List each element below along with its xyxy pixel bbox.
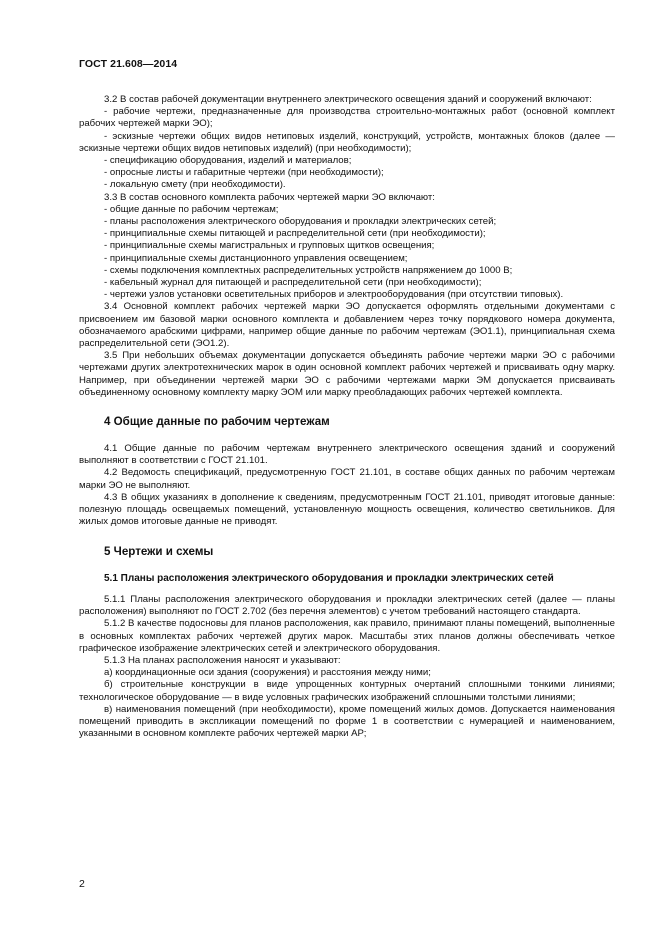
paragraph-4-3: 4.3 В общих указаниях в дополнение к сведениям, предусмотренным ГОСТ 21.101, приводят итоговые данные: полезную площадь освещаемых помещений, установленную мощность освещения, количество светильников. Для жилых домов итоговые данные не приводят. — [79, 491, 615, 528]
list-item: в) наименования помещений (при необходимости), кроме помещений жилых домов. Допускается наименования помещений приводить в экспликации помещений по форме 1 в соответствии с нумерацией и наименованием, указанными в основном комплекте рабочих чертежей марки АР; — [79, 703, 615, 740]
page-number: 2 — [79, 878, 85, 890]
document-header: ГОСТ 21.608—2014 — [79, 58, 178, 70]
list-item: а) координационные оси здания (сооружения) и расстояния между ними; — [104, 667, 431, 679]
list-item: - опросные листы и габаритные чертежи (при необходимости); — [104, 167, 384, 179]
list-item: - планы расположения электрического оборудования и прокладки электрических сетей; — [104, 216, 497, 228]
paragraph-5-1-3: 5.1.3 На планах расположения наносят и указывают: — [104, 655, 341, 667]
paragraph-4-2: 4.2 Ведомость спецификаций, предусмотренную ГОСТ 21.101, в составе общих данных по рабочим чертежам марки ЭО не выполняют. — [79, 467, 615, 491]
list-item: - чертежи узлов установки осветительных приборов и электрооборудования (при отсутствии типовых). — [104, 289, 564, 301]
section-5-heading: 5 Чертежи и схемы — [104, 544, 214, 558]
paragraph-3-4: 3.4 Основной комплект рабочих чертежей марки ЭО допускается оформлять отдельными документами с присвоением им базовой марки основного комплекта и добавлением через точку порядкового номера документа, обозначаемого арабскими цифрами, например общие данные по рабочим чертежам (ЭО1.1), принципиальная схема распределительной сети (ЭО1.2). — [79, 301, 615, 350]
list-item: - спецификацию оборудования, изделий и материалов; — [104, 155, 352, 167]
list-item: - рабочие чертежи, предназначенные для производства строительно-монтажных работ (основной комплект рабочих чертежей марки ЭО); — [79, 106, 615, 130]
list-item: - общие данные по рабочим чертежам; — [104, 203, 279, 215]
list-item: - принципиальные схемы питающей и распределительной сети (при необходимости); — [104, 228, 486, 240]
paragraph-4-1: 4.1 Общие данные по рабочим чертежам внутреннего электрического освещения зданий и сооружений выполняют в соответствии с ГОСТ 21.101. — [79, 443, 615, 467]
subsection-5-1-heading: 5.1 Планы расположения электрического оборудования и прокладки электрических сетей — [104, 572, 554, 584]
document-body — [79, 94, 615, 740]
list-item: - кабельный журнал для питающей и распределительной сети (при необходимости); — [104, 277, 482, 289]
paragraph-5-1-2: 5.1.2 В качестве подосновы для планов расположения, как правило, принимают планы помещений, выполненные в основных комплектах рабочих чертежей других марок. Масштабы этих планов должны обеспечивать четкое графическое изображение электрических сетей и электрического оборудования. — [79, 618, 615, 654]
list-item: - принципиальные схемы магистральных и групповых щитков освещения; — [104, 240, 435, 252]
list-item: - принципиальные схемы дистанционного управления освещением; — [104, 252, 408, 264]
list-item: - эскизные чертежи общих видов нетиповых изделий, конструкций, устройств, монтажных блоков (далее — эскизные чертежи общих видов нетиповых изделий) (при необходимости); — [79, 130, 615, 154]
paragraph-3-5: 3.5 При небольших объемах документации допускается объединять рабочие чертежи марки ЭО с рабочими чертежами других электротехнических марок в один основной комплект рабочих чертежей и присваивать одну марку. Например, при объединении чертежей марки ЭО с рабочими чертежами марки ЭМ допускается присваивать объединенному основному комплекту марку ЭОМ или марку преобладающих рабочих чертежей комплекта. — [79, 350, 615, 398]
paragraph-3-3: 3.3 В состав основного комплекта рабочих чертежей марки ЭО включают: — [104, 191, 435, 203]
paragraph-5-1-1: 5.1.1 Планы расположения электрического оборудования и прокладки электрических сетей (далее — планы расположения) выполняют по ГОСТ 2.702 (без перечня элементов) с учетом требований настоящего стандарта. — [79, 594, 615, 618]
list-item: - локальную смету (при необходимости). — [104, 179, 286, 191]
section-4-heading: 4 Общие данные по рабочим чертежам — [104, 415, 330, 429]
list-item: б) строительные конструкции в виде упрощенных контурных очертаний сплошными тонкими линиями; технологическое оборудование — в виде условных графических изображений сплошными толстыми линиями; — [79, 679, 615, 703]
list-item: - схемы подключения комплектных распределительных устройств напряжением до 1000 В; — [104, 264, 513, 276]
paragraph-3-2: 3.2 В состав рабочей документации внутреннего электрического освещения зданий и сооружений включают: — [104, 94, 592, 105]
